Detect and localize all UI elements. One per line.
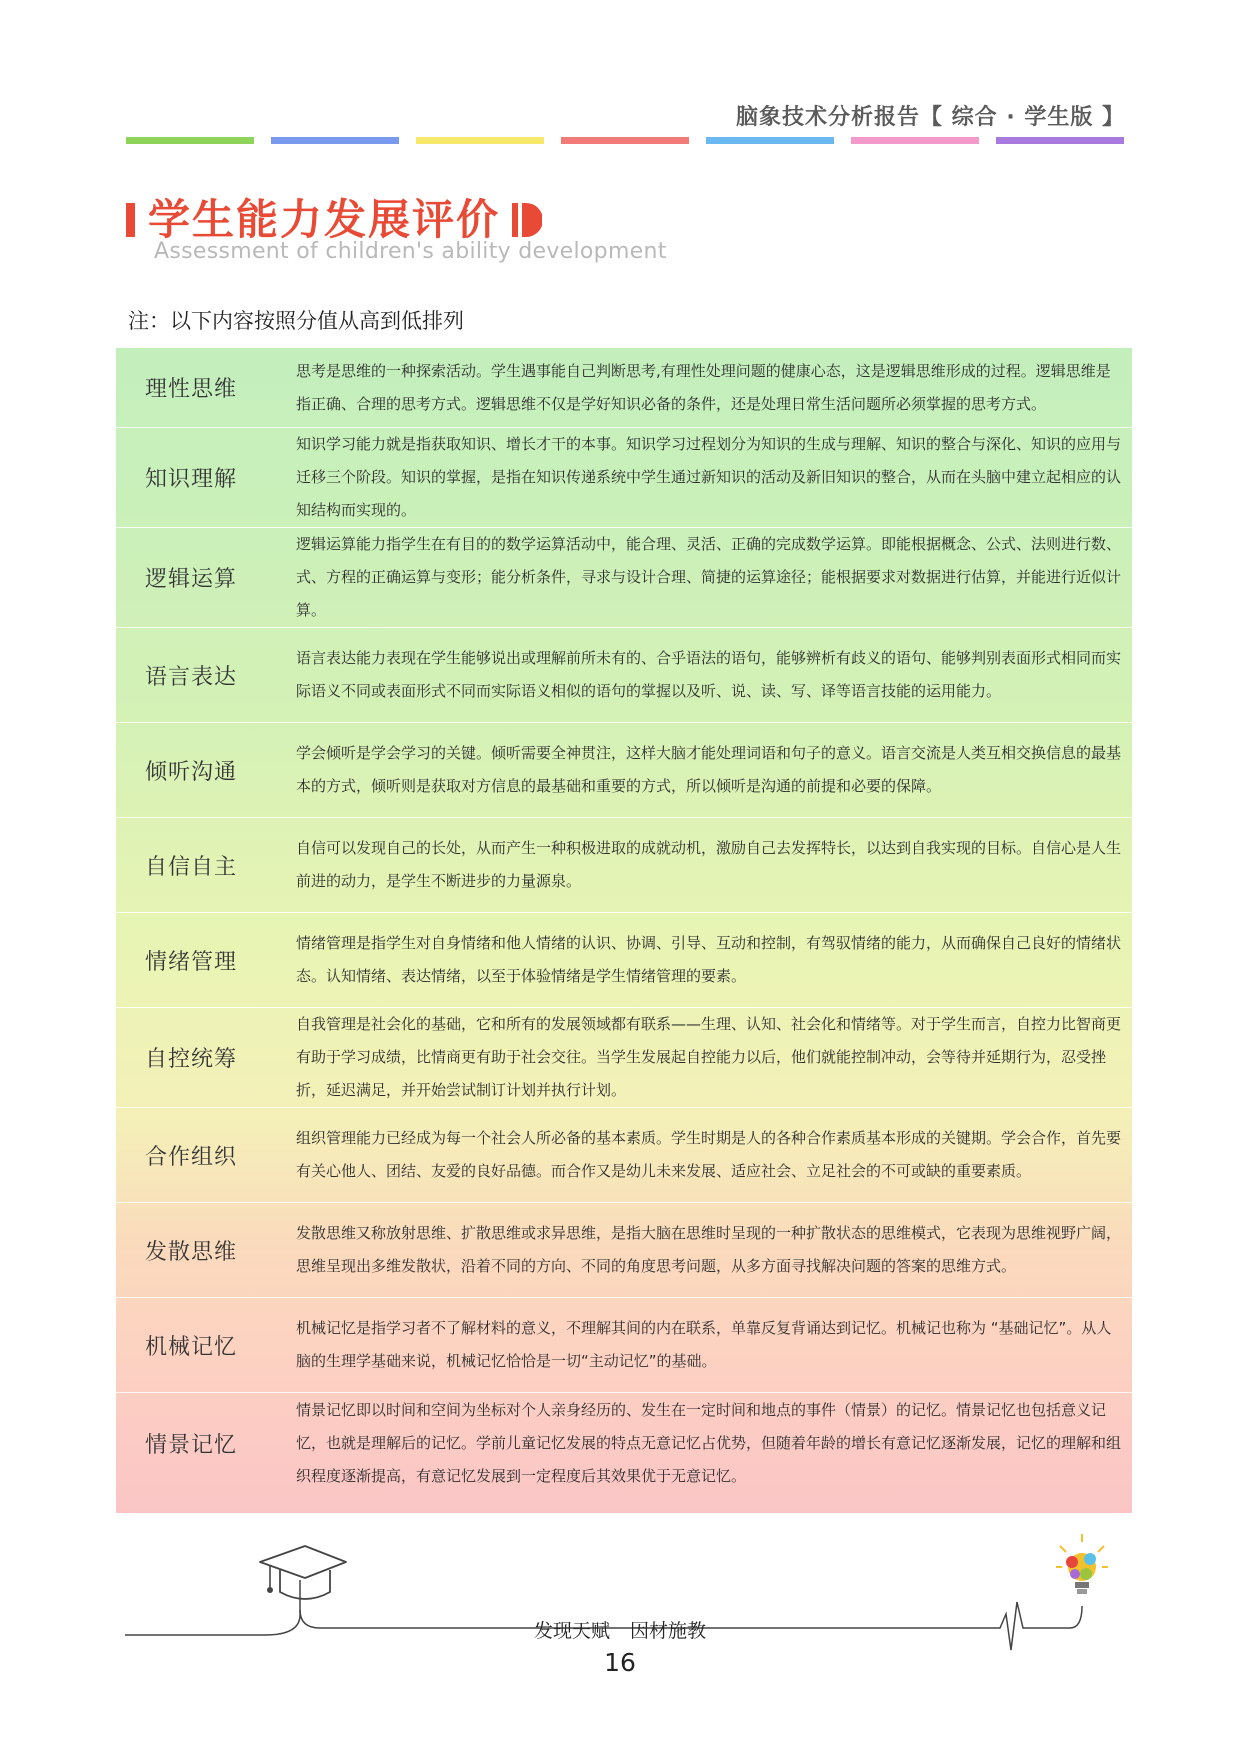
ability-description: 学会倾听是学会学习的关键。倾听需要全神贯注，这样大脑才能处理词语和句子的意义。语言交流是人类互相交换信息的最基本的方式，倾听则是获取对方信息的最基础和重要的方式，所以倾听是沟通的前提和必要的保障。 <box>296 744 1122 795</box>
ability-description: 情绪管理是指学生对自身情绪和他人情绪的认识、协调、引导、互动和控制，有驾驭情绪的能力，从而确保自己良好的情绪状态。认知情绪、表达情绪，以至于体验情绪是学生情绪管理的要素。 <box>296 934 1122 985</box>
ability-label: 自控统筹 <box>144 1047 237 1072</box>
ability-label: 知识理解 <box>144 467 237 492</box>
table-row <box>116 348 1132 428</box>
table-row <box>116 528 1132 628</box>
table-row <box>116 1203 1132 1298</box>
report-title: 脑象技术分析报告【 综合 · 学生版 】 <box>736 105 1125 130</box>
page-number: 16 <box>604 1648 636 1677</box>
ability-label: 机械记忆 <box>144 1334 237 1360</box>
table-row <box>116 1298 1132 1393</box>
table-row <box>116 818 1132 913</box>
ability-label: 逻辑运算 <box>144 567 237 592</box>
graduation-cap-icon <box>260 1546 346 1599</box>
ability-label: 情景记忆 <box>144 1432 237 1458</box>
ability-label: 情绪管理 <box>144 949 237 975</box>
table-row <box>116 1393 1132 1493</box>
ability-label: 倾听沟通 <box>144 759 237 785</box>
color-bar <box>416 137 544 144</box>
ability-description: 逻辑运算能力指学生在有目的的数学运算活动中，能合理、灵活、正确的完成数学运算。即能根据概念、公式、法则进行数、式、方程的正确运算与变形；能分析条件，寻求与设计合理、简捷的运算途径；能根据要求对数据进行估算，并能进行近似计算。 <box>296 535 1122 619</box>
ability-description: 机械记忆是指学习者不了解材料的意义，不理解其间的内在联系，单靠反复背诵达到记忆。机械记也称为 “基础记忆”。从人脑的生理学基础来说，机械记忆恰恰是一切“主动记忆”的基础。 <box>296 1319 1112 1370</box>
ability-label: 自信自主 <box>144 854 237 880</box>
ability-description: 自信可以发现自己的长处，从而产生一种积极进取的成就动机，激励自己去发挥特长，以达到自我实现的目标。自信心是人生前进的动力，是学生不断进步的力量源泉。 <box>296 839 1122 890</box>
section-title: 学生能力发展评价 <box>148 195 501 244</box>
color-bar <box>271 137 399 144</box>
table-row <box>116 1008 1132 1108</box>
section-end-marker-icon <box>512 201 542 241</box>
ability-label: 发散思维 <box>144 1239 237 1265</box>
ability-description: 组织管理能力已经成为每一个社会人所必备的基本素质。学生时期是人的各种合作素质基本形成的关键期。学会合作，首先要有关心他人、团结、友爱的良好品德。而合作又是幼儿未来发展、适应社会、立足社会的不可或缺的重要素质。 <box>296 1129 1122 1180</box>
footer-slogan: 发现天赋 因材施教 <box>533 1620 707 1642</box>
table-row <box>116 913 1132 1008</box>
colorful-lightbulb-icon <box>1056 1534 1108 1594</box>
ability-description: 情景记忆即以时间和空间为坐标对个人亲身经历的、发生在一定时间和地点的事件（情景）的记忆。情景记忆也包括意义记忆，也就是理解后的记忆。学前儿童记忆发展的特点无意记忆占优势，但随着年龄的增长有意记忆逐渐发展，记忆的理解和组织程度逐渐提高，有意记忆发展到一定程度后其效果优于无意记忆。 <box>296 1400 1122 1485</box>
ability-description: 语言表达能力表现在学生能够说出或理解前所未有的、合乎语法的语句，能够辨析有歧义的语句、能够判别表面形式相同而实际语义不同或表面形式不同而实际语义相似的语句的掌握以及听、说、读、写、译等语言技能的运用能力。 <box>296 649 1122 700</box>
ability-description: 思考是思维的一种探索活动。学生遇事能自己判断思考,有理性处理问题的健康心态，这是逻辑思维形成的过程。逻辑思维是指正确、合理的思考方式。逻辑思维不仅是学好知识必备的条件，还是处理日常生活问题所必须掌握的思考方式。 <box>296 361 1111 413</box>
footer-decoration <box>120 1510 1130 1670</box>
ability-description: 发散思维又称放射思维、扩散思维或求异思维，是指大脑在思维时呈现的一种扩散状态的思维模式，它表现为思维视野广阔，思维呈现出多维发散状，沿着不同的方向、不同的角度思考问题，从多方面寻找解决问题的答案的思维方式。 <box>296 1224 1122 1275</box>
table-row <box>116 628 1132 723</box>
table-row <box>116 428 1132 528</box>
color-bar <box>851 137 979 144</box>
color-bar <box>126 137 254 144</box>
ability-table <box>116 348 1132 1513</box>
ability-label: 语言表达 <box>144 664 237 690</box>
ability-description: 自我管理是社会化的基础，它和所有的发展领域都有联系——生理、认知、社会化和情绪等。对于学生而言，自控力比智商更有助于学习成绩，比情商更有助于社会交往。当学生发展起自控能力以后，他们就能控制冲动，会等待并延期行为，忍受挫折，延迟满足，并开始尝试制订计划并执行计划。 <box>296 1015 1122 1099</box>
table-row <box>116 1108 1132 1203</box>
section-subtitle: Assessment of children's ability development <box>154 239 667 264</box>
color-bar <box>561 137 689 144</box>
section-marker <box>126 203 135 237</box>
ability-label: 合作组织 <box>144 1144 237 1170</box>
color-bar-strip <box>126 137 1124 144</box>
ordering-note: 注：以下内容按照分值从高到低排列 <box>128 309 464 333</box>
table-row <box>116 723 1132 818</box>
color-bar <box>996 137 1124 144</box>
ability-description: 知识学习能力就是指获取知识、增长才干的本事。知识学习过程划分为知识的生成与理解、知识的整合与深化、知识的应用与迁移三个阶段。知识的掌握，是指在知识传递系统中学生通过新知识的活动及新旧知识的整合，从而在头脑中建立起相应的认知结构而实现的。 <box>296 435 1122 519</box>
ability-label: 理性思维 <box>144 377 237 402</box>
color-bar <box>706 137 834 144</box>
